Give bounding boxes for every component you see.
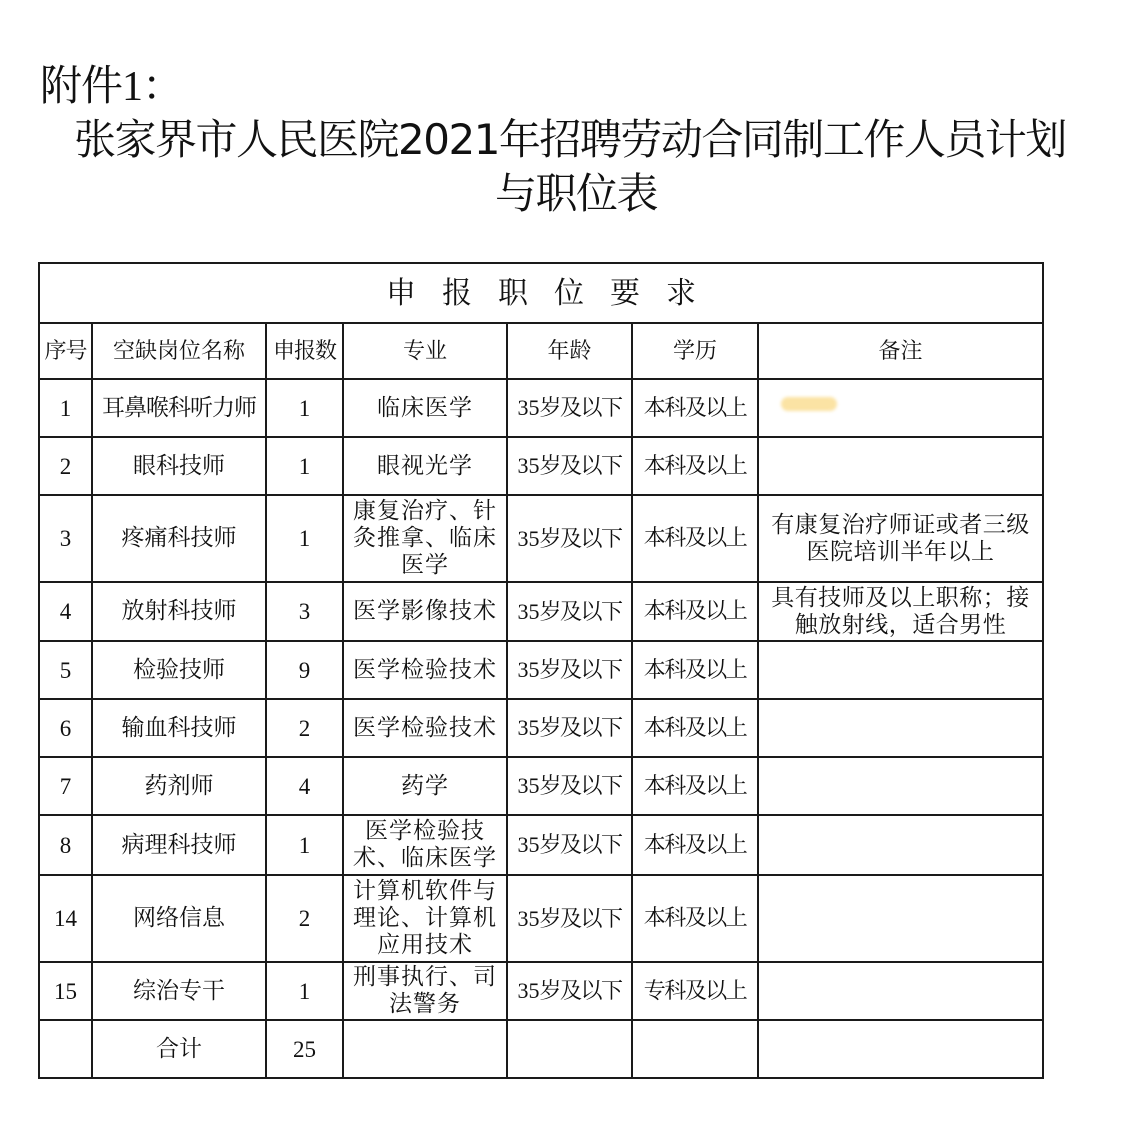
cell-education: 本科及以上 xyxy=(632,757,758,815)
cell-note xyxy=(758,699,1043,757)
redaction-mark xyxy=(781,397,837,411)
cell-note xyxy=(758,875,1043,962)
cell-major: 医学检验技术 xyxy=(343,699,507,757)
cell-note: 具有技师及以上职称；接触放射线，适合男性 xyxy=(758,582,1043,641)
cell-count: 2 xyxy=(266,875,343,962)
age-digits: 35 xyxy=(517,598,540,624)
cell-age xyxy=(507,962,632,1020)
age-digits: 35 xyxy=(517,657,540,682)
cell-age xyxy=(507,379,632,437)
column-header-count: 申报数 xyxy=(266,323,343,379)
cell-major: 康复治疗、针灸推拿、临床医学 xyxy=(343,495,507,582)
cell-note xyxy=(758,757,1043,815)
cell-major: 眼视光学 xyxy=(343,437,507,495)
cell-major: 医学检验技术 xyxy=(343,641,507,699)
cell-no: 8 xyxy=(39,815,92,875)
table-row xyxy=(39,962,1043,1020)
column-header-note: 备注 xyxy=(758,323,1043,379)
table-row xyxy=(39,379,1043,437)
age-digits: 35 xyxy=(517,453,540,478)
cell-no: 2 xyxy=(39,437,92,495)
attachment-label-number: 1 xyxy=(122,64,143,110)
age-digits: 35 xyxy=(517,905,540,931)
age-digits: 35 xyxy=(517,832,540,857)
cell-position: 网络信息 xyxy=(92,875,266,962)
age-suffix: 岁及以下 xyxy=(539,906,622,932)
cell-education: 本科及以上 xyxy=(632,641,758,699)
table-row xyxy=(39,815,1043,875)
cell-position: 药剂师 xyxy=(92,757,266,815)
age-suffix: 岁及以下 xyxy=(539,599,622,625)
cell-count: 1 xyxy=(266,495,343,582)
age-suffix: 岁及以下 xyxy=(539,716,622,741)
cell-empty xyxy=(507,1020,632,1078)
cell-major: 刑事执行、司法警务 xyxy=(343,962,507,1020)
cell-education: 本科及以上 xyxy=(632,815,758,875)
header-row xyxy=(39,323,1043,379)
cell-note xyxy=(758,815,1043,875)
cell-age xyxy=(507,699,632,757)
table-row xyxy=(39,437,1043,495)
table-row xyxy=(39,757,1043,815)
cell-count: 1 xyxy=(266,379,343,437)
cell-education: 专科及以上 xyxy=(632,962,758,1020)
cell-note xyxy=(758,962,1043,1020)
cell-education: 本科及以上 xyxy=(632,582,758,641)
column-header-education: 学历 xyxy=(632,323,758,379)
banner-row xyxy=(39,263,1043,323)
cell-position: 病理科技师 xyxy=(92,815,266,875)
cell-note xyxy=(758,641,1043,699)
table-row xyxy=(39,699,1043,757)
cell-age xyxy=(507,495,632,582)
age-suffix: 岁及以下 xyxy=(539,979,622,1004)
cell-major: 医学影像技术 xyxy=(343,582,507,641)
positions-table xyxy=(38,262,1044,1079)
age-suffix: 岁及以下 xyxy=(539,658,622,683)
cell-position: 检验技师 xyxy=(92,641,266,699)
cell-empty xyxy=(632,1020,758,1078)
table-row xyxy=(39,875,1043,962)
column-header-position: 空缺岗位名称 xyxy=(92,323,266,379)
attachment-label-prefix: 附件 xyxy=(40,61,123,110)
cell-no: 3 xyxy=(39,495,92,582)
cell-age xyxy=(507,437,632,495)
cell-education: 本科及以上 xyxy=(632,495,758,582)
cell-position: 疼痛科技师 xyxy=(92,495,266,582)
cell-age xyxy=(507,875,632,962)
column-header-age: 年龄 xyxy=(507,323,632,379)
attachment-label-suffix: ： xyxy=(142,61,184,110)
cell-count: 1 xyxy=(266,815,343,875)
cell-count: 9 xyxy=(266,641,343,699)
cell-education: 本科及以上 xyxy=(632,437,758,495)
cell-position: 耳鼻喉科听力师 xyxy=(92,379,266,437)
age-suffix: 岁及以下 xyxy=(539,774,622,799)
document-title-line2: 与职位表 xyxy=(494,169,657,218)
cell-education: 本科及以上 xyxy=(632,875,758,962)
cell-age xyxy=(507,582,632,641)
column-header-major: 专业 xyxy=(343,323,507,379)
cell-count: 1 xyxy=(266,437,343,495)
column-header-no: 序号 xyxy=(39,323,92,379)
table-banner: 申报职位要求 xyxy=(39,263,1043,323)
cell-major: 医学检验技术、临床医学 xyxy=(343,815,507,875)
age-digits: 35 xyxy=(517,395,540,420)
age-digits: 35 xyxy=(517,978,540,1003)
cell-position: 输血科技师 xyxy=(92,699,266,757)
cell-major: 药学 xyxy=(343,757,507,815)
cell-no: 4 xyxy=(39,582,92,641)
cell-no: 7 xyxy=(39,757,92,815)
age-suffix: 岁及以下 xyxy=(539,833,622,858)
total-row xyxy=(39,1020,1043,1078)
cell-count: 2 xyxy=(266,699,343,757)
cell-empty xyxy=(343,1020,507,1078)
cell-position: 综治专干 xyxy=(92,962,266,1020)
cell-education: 本科及以上 xyxy=(632,699,758,757)
cell-no-empty xyxy=(39,1020,92,1078)
cell-age xyxy=(507,641,632,699)
age-digits: 35 xyxy=(517,715,540,740)
cell-no: 15 xyxy=(39,962,92,1020)
table-row xyxy=(39,582,1043,641)
cell-education: 本科及以上 xyxy=(632,379,758,437)
cell-no: 5 xyxy=(39,641,92,699)
cell-count: 1 xyxy=(266,962,343,1020)
cell-age xyxy=(507,757,632,815)
cell-count: 3 xyxy=(266,582,343,641)
cell-position: 眼科技师 xyxy=(92,437,266,495)
cell-position: 放射科技师 xyxy=(92,582,266,641)
total-count: 25 xyxy=(266,1020,343,1078)
cell-note: 有康复治疗师证或者三级医院培训半年以上 xyxy=(758,495,1043,582)
table-row xyxy=(39,641,1043,699)
age-suffix: 岁及以下 xyxy=(539,454,622,479)
cell-note xyxy=(758,437,1043,495)
total-label: 合计 xyxy=(92,1020,266,1078)
cell-no: 1 xyxy=(39,379,92,437)
table-row xyxy=(39,495,1043,582)
age-suffix: 岁及以下 xyxy=(539,396,622,421)
cell-major: 计算机软件与理论、计算机应用技术 xyxy=(343,875,507,962)
document-title xyxy=(0,113,1125,221)
cell-age xyxy=(507,815,632,875)
attachment-label xyxy=(40,58,183,115)
cell-major: 临床医学 xyxy=(343,379,507,437)
cell-count: 4 xyxy=(266,757,343,815)
cell-note xyxy=(758,379,1043,437)
cell-no: 6 xyxy=(39,699,92,757)
cell-no: 14 xyxy=(39,875,92,962)
age-digits: 35 xyxy=(517,773,540,798)
cell-empty xyxy=(758,1020,1043,1078)
age-suffix: 岁及以下 xyxy=(539,526,622,552)
document-title-line1: 张家界市人民医院2021年招聘劳动合同制工作人员计划 xyxy=(74,115,1066,164)
age-digits: 35 xyxy=(517,525,540,551)
